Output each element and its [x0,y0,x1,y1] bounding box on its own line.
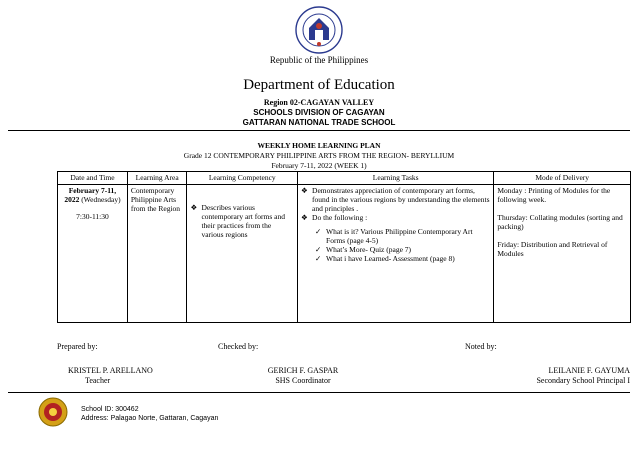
republic-label: Republic of the Philippines [269,55,369,65]
task-text: Demonstrates appreciation of contemporary art forms, found in the various regions by understanding the elements and principles . [312,186,490,213]
date-text: February 7-11, [68,186,117,195]
checkmark-icon: ✓ [315,227,322,236]
school-name: GATTARAN NATIONAL TRADE SCHOOL [242,118,396,127]
date-time-cell [58,185,128,323]
header-learning-competency: Learning Competency [187,172,298,185]
address-text: Address: Palagao Norte, Gattaran, Cagayan [81,415,219,422]
mode-thursday: Thursday: Collating modules (sorting and packing) [497,213,623,231]
header-date-time: Date and Time [58,172,128,185]
checked-by-name: GERICH F. GASPAR [267,366,339,375]
competency-cell [187,185,298,323]
mode-monday: Monday : Printing of Modules for the following week. [497,186,611,204]
diamond-bullet-icon: ❖ [301,213,308,222]
checkmark-icon: ✓ [315,245,322,254]
header-mode-of-delivery: Mode of Delivery [494,172,631,185]
learning-tasks-cell [298,185,494,323]
header-learning-area: Learning Area [127,172,187,185]
footer-divider [8,392,630,393]
diamond-bullet-icon: ❖ [190,203,198,212]
header-learning-tasks: Learning Tasks [298,172,494,185]
department-name: Department of Education [243,77,395,93]
table-row [58,185,631,323]
date-year: 2022 [64,195,80,204]
prepared-by-role: Teacher [85,376,111,385]
mode-of-delivery-cell [494,185,631,323]
division-name: SCHOOLS DIVISION OF CAGAYAN [253,108,385,117]
checked-by-label: Checked by: [218,342,259,351]
prepared-by-label: Prepared by: [57,342,98,351]
header-divider [8,130,630,131]
school-logo [38,397,68,427]
deped-seal-logo [295,6,343,54]
table-header-row [58,172,631,185]
plan-week: February 7-11, 2022 (WEEK 1) [271,161,367,170]
plan-subtitle: Grade 12 CONTEMPORARY PHILIPPINE ARTS FROM THE REGION- BERYLLIUM [183,151,455,160]
subtask-text: What i have Learned- Assessment (page 8) [326,254,455,263]
noted-by-label: Noted by: [465,342,497,351]
learning-plan-table [57,171,631,323]
checkmark-icon: ✓ [315,254,322,263]
time-text: 7:30-11:30 [76,212,109,221]
competency-text: Describes various contemporary art forms and their practices from the various regions [201,203,285,239]
learning-area-cell [127,185,187,323]
mode-friday: Friday: Distribution and Retrieval of Modules [497,240,608,258]
date-day: (Wednesday) [81,195,121,204]
learning-area-text: Contemporary Philippine Arts from the Region [130,186,181,213]
checked-by-role: SHS Coordinator [275,376,331,385]
prepared-by-name: KRISTEL P. ARELLANO [68,366,153,375]
noted-by-name: LEILANIE F. GAYUMA [548,366,630,375]
noted-by-role: Secondary School Principal I [536,376,630,385]
diamond-bullet-icon: ❖ [301,186,308,195]
task-text: Do the following : [312,213,368,222]
plan-title: WEEKLY HOME LEARNING PLAN [257,141,381,150]
subtask-text: What’s More- Quiz (page 7) [326,245,412,254]
school-id-text: School ID: 300462 [81,406,139,413]
subtask-text: What is it? Various Philippine Contemporary Art Forms (page 4-5) [326,227,473,245]
region-name: Region 02-CAGAYAN VALLEY [263,98,375,107]
